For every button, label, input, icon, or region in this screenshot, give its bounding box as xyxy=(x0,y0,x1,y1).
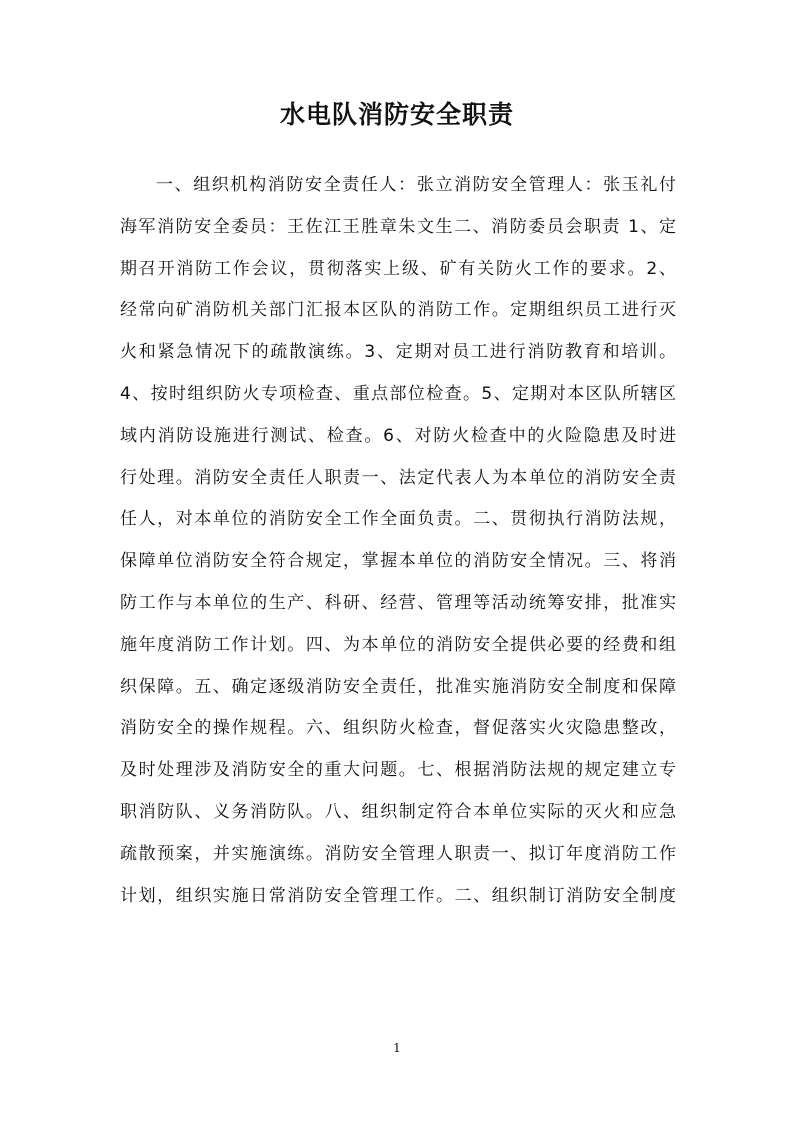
body-line: 疏散预案，并实施演练。消防安全管理人职责一、拟订年度消防工作 xyxy=(120,843,676,864)
body-line: 保障单位消防安全符合规定，掌握本单位的消防安全情况。三、将消 xyxy=(120,551,676,572)
body-line: 及时处理涉及消防安全的重大问题。七、根据消防法规的规定建立专 xyxy=(120,760,676,781)
body-line: 职消防队、义务消防队。八、组织制定符合本单位实际的灭火和应急 xyxy=(120,801,676,822)
body-line: 海军消防安全委员：王佐江王胜章朱文生二、消防委员会职责 1、定 xyxy=(120,216,676,237)
page-number: 1 xyxy=(393,1041,401,1055)
body-line: 火和紧急情况下的疏散演练。3、定期对员工进行消防教育和培训。 xyxy=(120,342,676,363)
body-line: 行处理。消防安全责任人职责一、法定代表人为本单位的消防安全责 xyxy=(120,467,676,488)
body-line: 施年度消防工作计划。四、为本单位的消防安全提供必要的经费和组 xyxy=(120,634,676,655)
document-body xyxy=(120,165,676,917)
body-line: 4、按时组织防火专项检查、重点部位检查。5、定期对本区队所辖区 xyxy=(120,383,676,404)
body-line: 期召开消防工作会议，贯彻落实上级、矿有关防火工作的要求。2、 xyxy=(120,258,676,279)
body-line: 防工作与本单位的生产、科研、经营、管理等活动统筹安排，批准实 xyxy=(120,592,676,613)
body-line: 织保障。五、确定逐级消防安全责任，批准实施消防安全制度和保障 xyxy=(120,676,676,697)
body-line: 经常向矿消防机关部门汇报本区队的消防工作。定期组织员工进行灭 xyxy=(120,300,676,321)
body-line: 消防安全的操作规程。六、组织防火检查，督促落实火灾隐患整改， xyxy=(120,718,676,739)
body-line: 域内消防设施进行测试、检查。6、对防火检查中的火险隐患及时进 xyxy=(120,425,676,446)
body-line: 一、组织机构消防安全责任人：张立消防安全管理人：张玉礼付 xyxy=(156,175,676,195)
body-line: 任人，对本单位的消防安全工作全面负责。二、贯彻执行消防法规， xyxy=(120,509,676,530)
body-line: 计划，组织实施日常消防安全管理工作。二、组织制订消防安全制度 xyxy=(120,885,676,906)
document-title: 水电队消防安全职责 xyxy=(279,100,514,129)
